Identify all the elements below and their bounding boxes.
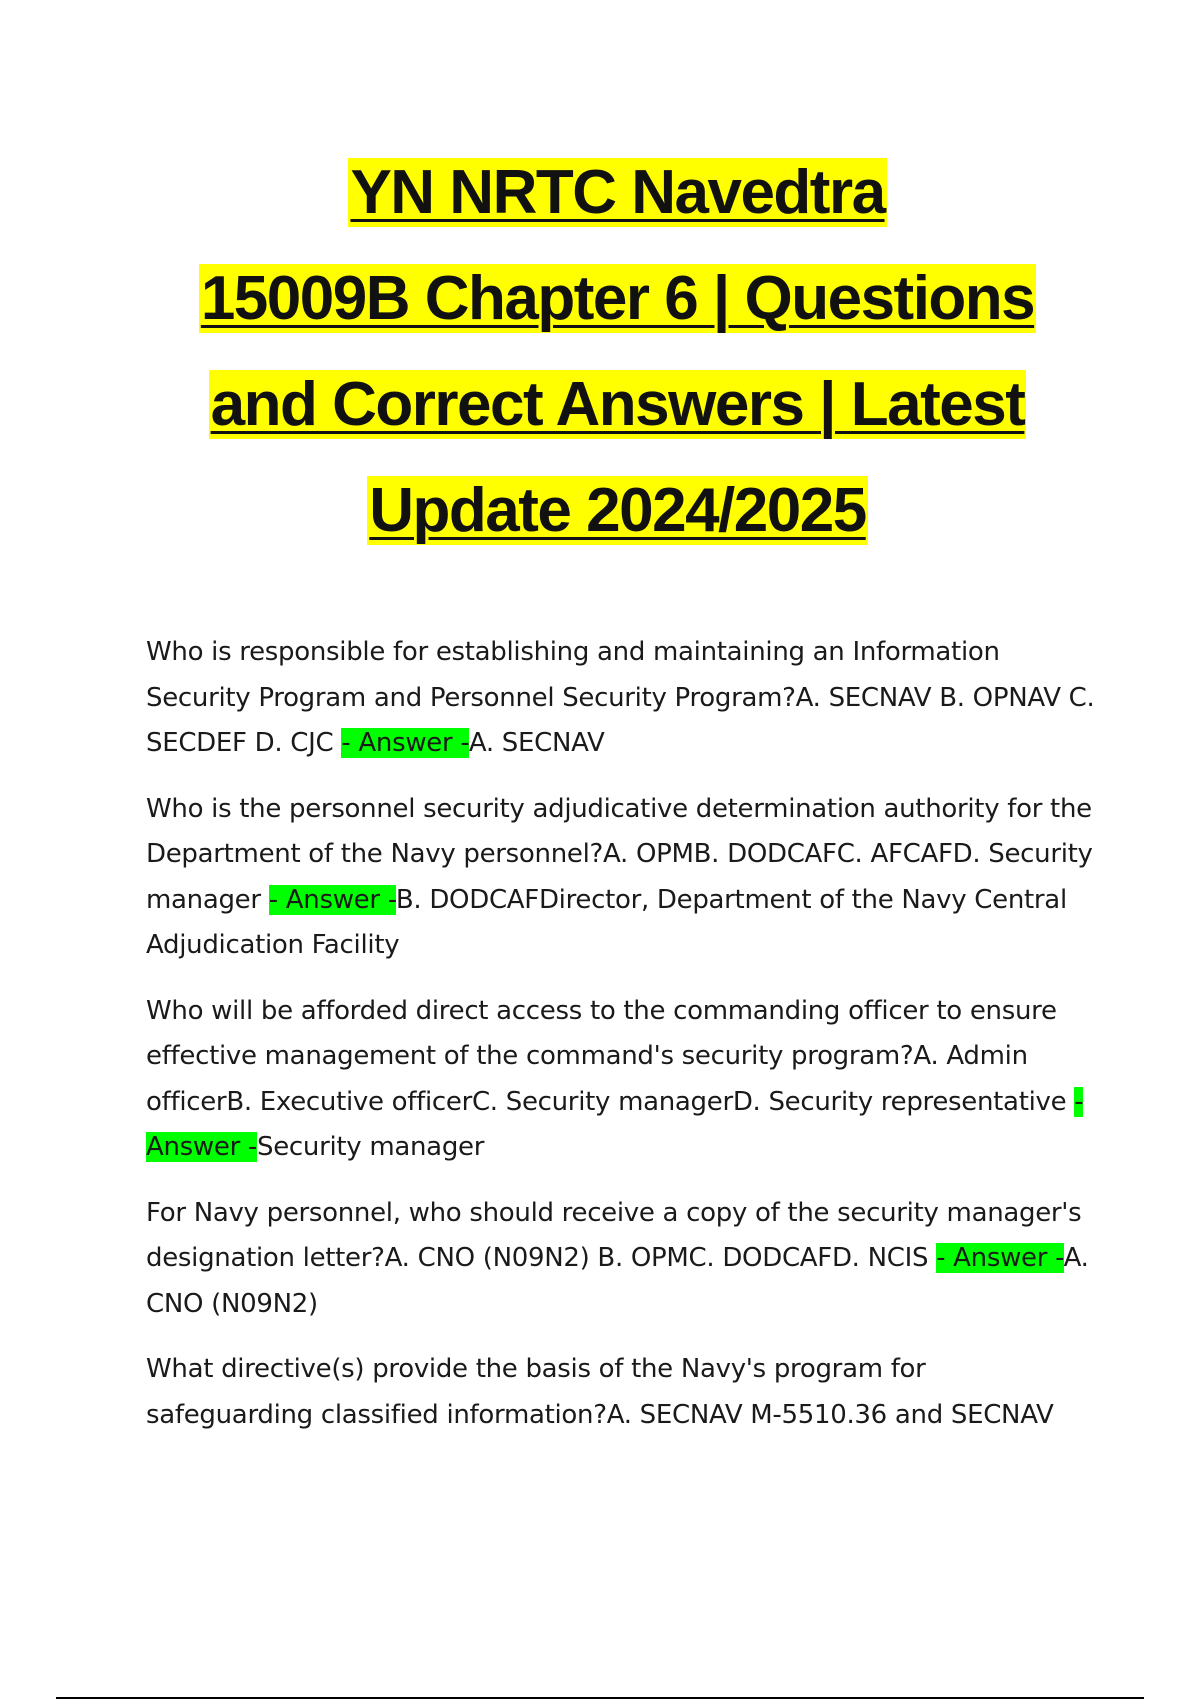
title-line (0, 458, 1200, 564)
title-line-text: Update 2024/2025 (369, 476, 866, 545)
question-text: What directive(s) provide the basis of the Navy's program for safeguarding classified information?A. SECNAV M-5510.36 and SECNAV (146, 1354, 1054, 1430)
title-line-text: 15009B Chapter 6 | Questions (200, 264, 1035, 333)
answer-text: A. SECNAV (468, 728, 605, 758)
answer-text: B. DODCAFDirector, Department of the Navy Central Adjudication Facility (146, 884, 1067, 960)
footer-divider (56, 1697, 1144, 1699)
answer-text: Security manager (257, 1132, 485, 1162)
answer-tag: - Answer - (268, 884, 396, 915)
question-text: Who is responsible for establishing and maintaining an Information Security Program and Personnel Security Program?A. SECNAV B. OPNAV C. SECDEF D. CJC (146, 637, 1095, 758)
qa-item (146, 1191, 1096, 1328)
document-title (0, 140, 1200, 564)
question-text: Who is the personnel security adjudicative determination authority for the Department of the Navy personnel?A. OPMB. DODCAFC. AFCAFD. Security manager (146, 793, 1093, 915)
title-line-text: YN NRTC Navedtra (350, 158, 885, 227)
qa-item (146, 630, 1096, 767)
title-line (0, 140, 1200, 246)
title-line (0, 352, 1200, 458)
answer-tag: - Answer - (936, 1243, 1064, 1273)
qa-item (146, 787, 1096, 969)
question-text: For Navy personnel, who should receive a copy of the security manager's designation letter?A. CNO (N09N2) B. OPMC. DODCAFD. NCIS (146, 1197, 1082, 1273)
answer-tag: - Answer - (341, 728, 469, 758)
qa-item (146, 989, 1096, 1171)
title-line-text: and Correct Answers | Latest (210, 370, 1025, 439)
question-text: Who will be afforded direct access to the commanding officer to ensure effective management of the command's security program?A. Admin officerB. Executive officerC. Security managerD. Security representative (146, 995, 1075, 1117)
answer-tag: - Answer - (146, 1086, 1084, 1162)
answer-text: A. CNO (N09N2) (146, 1243, 1089, 1319)
title-line (0, 246, 1200, 352)
qa-list (146, 630, 1096, 1458)
qa-item (146, 1347, 1096, 1438)
